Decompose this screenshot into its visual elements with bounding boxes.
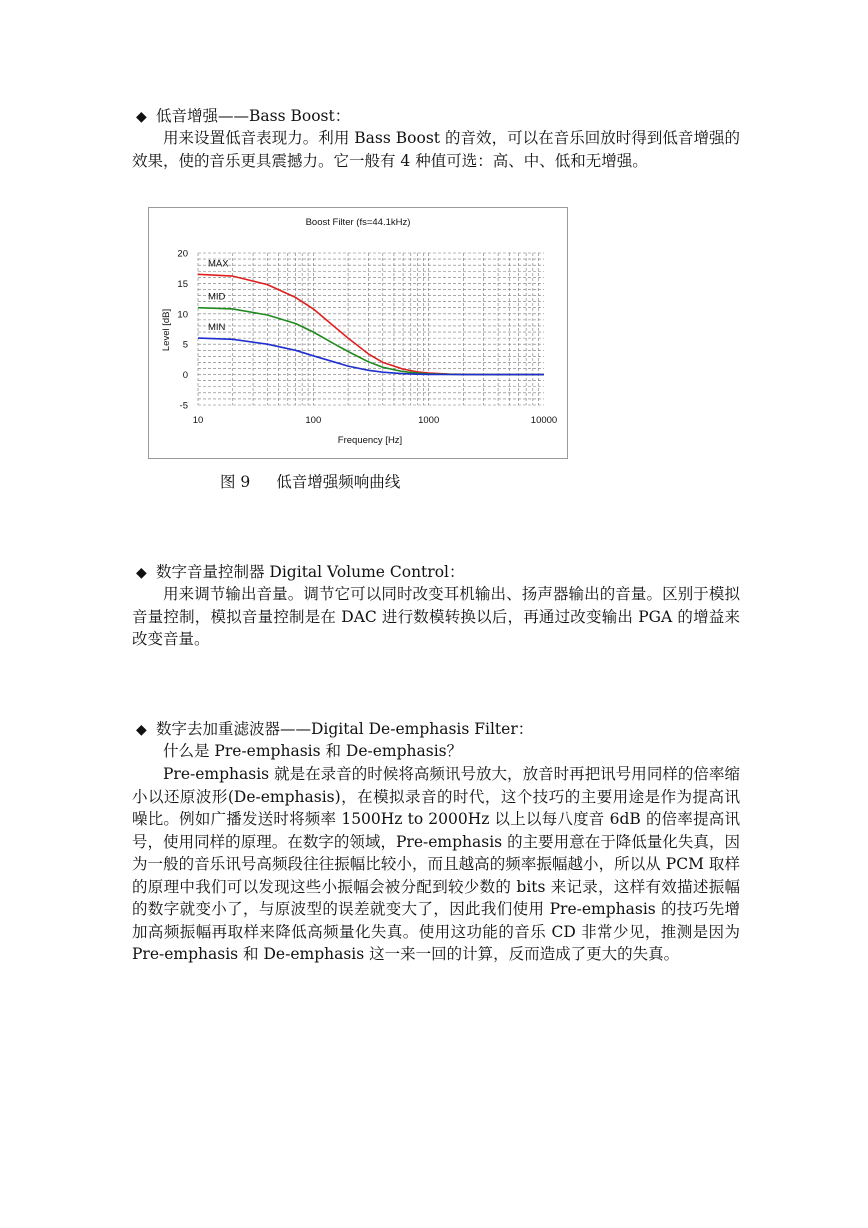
section-heading-digital-volume bbox=[136, 561, 465, 584]
chart-svg bbox=[149, 208, 567, 458]
chart-grid bbox=[198, 253, 544, 405]
section-heading-bass-boost bbox=[136, 105, 350, 128]
heading-text: 数字去加重滤波器——Digital De-emphasis Filter： bbox=[156, 720, 534, 738]
chart-x-tick-label: 1000 bbox=[418, 415, 440, 426]
diamond-bullet-icon: ◆ bbox=[136, 722, 147, 738]
paragraph-bass-boost: 用来设置低音表现力。利用 Bass Boost 的音效，可以在音乐回放时得到低音增强的效果，使的音乐更具震撼力。它一般有 4 种值可选：高、中、低和无增强。 bbox=[132, 129, 740, 170]
chart-series-label: MAX bbox=[208, 258, 229, 270]
chart-x-tick-label: 100 bbox=[305, 415, 322, 426]
heading-text: 低音增强——Bass Boost： bbox=[156, 107, 351, 125]
figure-caption bbox=[220, 470, 426, 492]
question-line: 什么是 Pre-emphasis 和 De-emphasis？ bbox=[163, 742, 463, 760]
paragraph-digital-volume: 用来调节输出音量。调节它可以同时改变耳机输出、扬声器输出的音量。区别于模拟音量控制，模拟音量控制是在 DAC 进行数模转换以后，再通过改变输出 PGA 的增益来改变音量。 bbox=[132, 585, 740, 648]
boost-filter-chart bbox=[148, 207, 568, 459]
chart-y-tick-label: 15 bbox=[177, 278, 188, 290]
chart-y-tick-label: 5 bbox=[182, 339, 188, 351]
chart-title: Boost Filter (fs=44.1kHz) bbox=[305, 217, 411, 228]
chart-y-tick-label: -5 bbox=[179, 400, 188, 412]
chart-x-tick-label: 10 bbox=[192, 415, 204, 426]
chart-y-axis-label: Level [dB] bbox=[161, 308, 172, 352]
figure-caption-text: 低音增强频响曲线 bbox=[276, 473, 401, 491]
figure-number: 图 9 bbox=[220, 473, 251, 491]
chart-x-axis-label: Frequency [Hz] bbox=[337, 435, 403, 446]
chart-series-label: MIN bbox=[208, 322, 226, 334]
chart-y-tick-label: 20 bbox=[177, 248, 188, 260]
paragraph-de-emphasis: Pre-emphasis 就是在录音的时候将高频讯号放大，放音时再把讯号用同样的倍率缩小以还原波形(De-emphasis)，在模拟录音的时代，这个技巧的主要用途是作为提高讯噪比。例如广播发送时将频率 1500Hz to 2000Hz 以上以每八度音 6dB 的倍率提高讯号，使用同样的原理。在数字的领域，Pre-emphasis 的主要用意在于降低量化失真，因为一般的音乐讯号高频段往往振幅比较小，而且越高的频率振幅越小，所以从 PCM 取样的原理中我们可以发现这些小振幅会被分配到较少数的 bits 来记录，这样有效描述振幅的数字就变小了，与原波型的误差就变大了，因此我们使用 Pre-emphasis 的技巧先增加高频振幅再取样来降低高频量化失真。使用这功能的音乐 CD 非常少见，推测是因为 Pre-emphasis 和 De-emphasis 这一来一回的计算，反而造成了更大的失真。 bbox=[132, 765, 740, 963]
chart-axes bbox=[177, 249, 557, 427]
section-heading-de-emphasis bbox=[136, 718, 533, 741]
chart-x-tick-label: 10000 bbox=[530, 415, 558, 426]
chart-y-tick-label: 0 bbox=[182, 370, 188, 382]
chart-series-label: MID bbox=[208, 291, 226, 303]
diamond-bullet-icon: ◆ bbox=[136, 565, 147, 581]
chart-series bbox=[198, 258, 544, 374]
diamond-bullet-icon: ◆ bbox=[136, 109, 147, 125]
chart-y-tick-label: 10 bbox=[177, 309, 188, 321]
heading-text: 数字音量控制器 Digital Volume Control： bbox=[156, 563, 465, 581]
